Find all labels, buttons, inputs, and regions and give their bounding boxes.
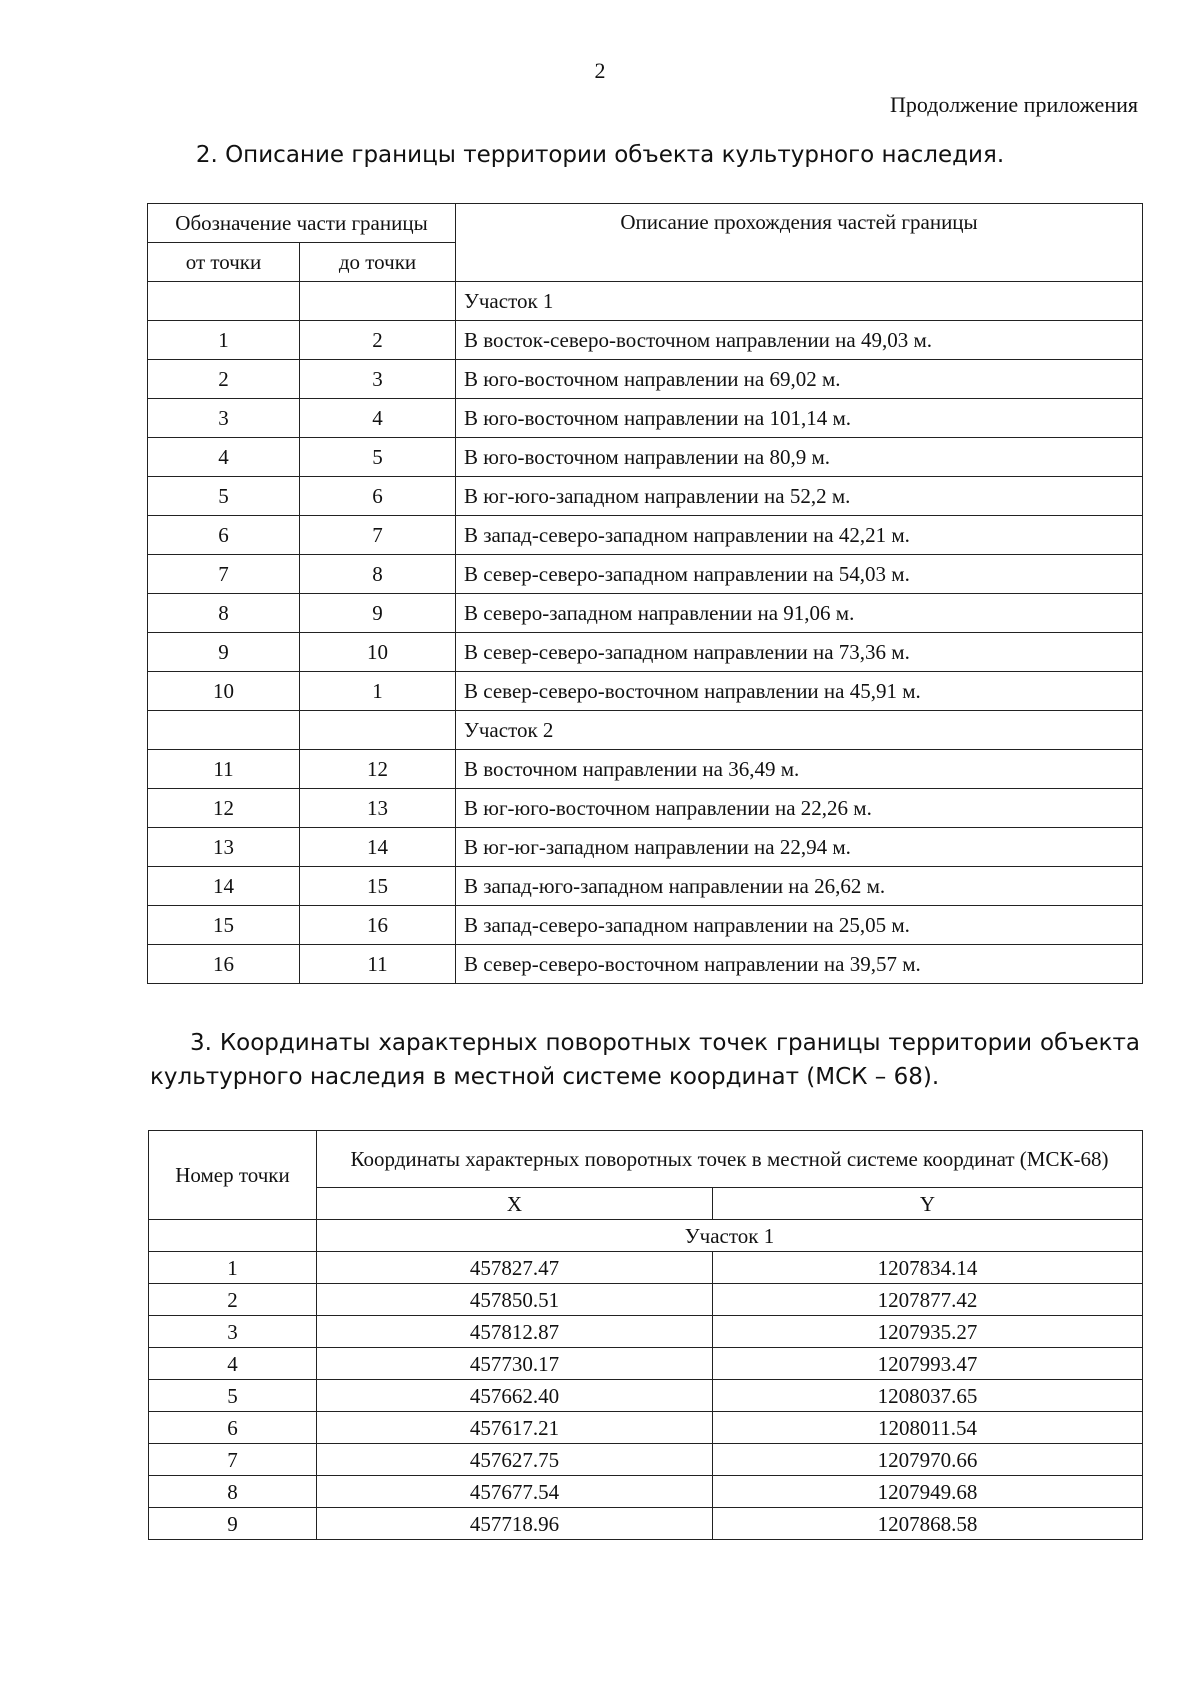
segment-description: В север-северо-западном направлении на 73,36 м. <box>456 633 1143 672</box>
table-row <box>148 789 1143 828</box>
page-number: 2 <box>594 58 606 83</box>
point-number: 6 <box>149 1412 317 1444</box>
to-point: 5 <box>300 438 456 477</box>
to-point: 9 <box>300 594 456 633</box>
to-point: 11 <box>300 945 456 984</box>
table-row <box>148 477 1143 516</box>
section-row <box>148 282 1143 321</box>
table-row <box>148 945 1143 984</box>
coord-y: 1207834.14 <box>713 1252 1143 1284</box>
to-point: 14 <box>300 828 456 867</box>
segment-description: В восток-северо-восточном направлении на 49,03 м. <box>456 321 1143 360</box>
from-point: 4 <box>148 438 300 477</box>
coord-y: 1207949.68 <box>713 1476 1143 1508</box>
header-description: Описание прохождения частей границы <box>456 204 1143 282</box>
coord-y: 1207993.47 <box>713 1348 1143 1380</box>
header-to-point: до точки <box>300 243 456 282</box>
segment-description: В север-северо-восточном направлении на 39,57 м. <box>456 945 1143 984</box>
coord-y: 1207935.27 <box>713 1316 1143 1348</box>
to-point: 15 <box>300 867 456 906</box>
from-point: 3 <box>148 399 300 438</box>
table-row <box>148 867 1143 906</box>
header-coordinates: Координаты характерных поворотных точек в местной системе координат (МСК-68) <box>317 1131 1143 1188</box>
coord-y: 1208037.65 <box>713 1380 1143 1412</box>
to-point: 1 <box>300 672 456 711</box>
segment-description: В запад-северо-западном направлении на 25,05 м. <box>456 906 1143 945</box>
to-point: 4 <box>300 399 456 438</box>
table-row <box>148 516 1143 555</box>
table-row <box>148 399 1143 438</box>
coord-x: 457617.21 <box>317 1412 713 1444</box>
from-point: 16 <box>148 945 300 984</box>
to-point: 2 <box>300 321 456 360</box>
segment-description: В юг-юг-западном направлении на 22,94 м. <box>456 828 1143 867</box>
to-point: 3 <box>300 360 456 399</box>
table-row <box>149 1380 1143 1412</box>
section-label: Участок 2 <box>456 711 1143 750</box>
coord-y: 1207868.58 <box>713 1508 1143 1540</box>
from-point: 6 <box>148 516 300 555</box>
table-row <box>149 1316 1143 1348</box>
from-point: 7 <box>148 555 300 594</box>
from-point: 9 <box>148 633 300 672</box>
coord-y: 1207877.42 <box>713 1284 1143 1316</box>
section-label: Участок 1 <box>456 282 1143 321</box>
table-row <box>148 633 1143 672</box>
to-point: 10 <box>300 633 456 672</box>
segment-description: В северо-западном направлении на 91,06 м. <box>456 594 1143 633</box>
table-row <box>148 906 1143 945</box>
to-point: 12 <box>300 750 456 789</box>
boundary-description-table <box>147 203 1143 984</box>
coord-x: 457662.40 <box>317 1380 713 1412</box>
point-number: 7 <box>149 1444 317 1476</box>
segment-description: В юг-юго-восточном направлении на 22,26 м. <box>456 789 1143 828</box>
from-point: 5 <box>148 477 300 516</box>
coord-y: 1208011.54 <box>713 1412 1143 1444</box>
table-row <box>148 672 1143 711</box>
from-point: 10 <box>148 672 300 711</box>
table-row <box>148 594 1143 633</box>
empty-cell <box>149 1220 317 1252</box>
empty-cell <box>148 711 300 750</box>
header-from-point: от точки <box>148 243 300 282</box>
section-2-heading: 2. Описание границы территории объекта культурного наследия. <box>195 142 1005 168</box>
coordinates-table-body <box>149 1220 1143 1540</box>
to-point: 8 <box>300 555 456 594</box>
table-row <box>149 1348 1143 1380</box>
table-row <box>148 750 1143 789</box>
segment-description: В восточном направлении на 36,49 м. <box>456 750 1143 789</box>
to-point: 6 <box>300 477 456 516</box>
segment-description: В юго-восточном направлении на 101,14 м. <box>456 399 1143 438</box>
header-designation: Обозначение части границы <box>148 204 456 243</box>
boundary-table-body <box>148 282 1143 984</box>
from-point: 12 <box>148 789 300 828</box>
section-row <box>148 711 1143 750</box>
coord-x: 457827.47 <box>317 1252 713 1284</box>
table-row <box>148 828 1143 867</box>
table-row <box>148 438 1143 477</box>
segment-description: В юг-юго-западном направлении на 52,2 м. <box>456 477 1143 516</box>
from-point: 14 <box>148 867 300 906</box>
header-x: X <box>317 1188 713 1220</box>
coord-x: 457718.96 <box>317 1508 713 1540</box>
continuation-note: Продолжение приложения <box>890 92 1138 117</box>
table-row <box>148 555 1143 594</box>
table-row <box>149 1412 1143 1444</box>
table-row <box>148 321 1143 360</box>
table-row <box>148 360 1143 399</box>
from-point: 8 <box>148 594 300 633</box>
point-number: 5 <box>149 1380 317 1412</box>
segment-description: В север-северо-западном направлении на 54,03 м. <box>456 555 1143 594</box>
point-number: 8 <box>149 1476 317 1508</box>
from-point: 1 <box>148 321 300 360</box>
from-point: 13 <box>148 828 300 867</box>
empty-cell <box>148 282 300 321</box>
segment-description: В север-северо-восточном направлении на 45,91 м. <box>456 672 1143 711</box>
section-row <box>149 1220 1143 1252</box>
point-number: 2 <box>149 1284 317 1316</box>
to-point: 16 <box>300 906 456 945</box>
coord-x: 457677.54 <box>317 1476 713 1508</box>
point-number: 3 <box>149 1316 317 1348</box>
section-label: Участок 1 <box>317 1220 1143 1252</box>
point-number: 1 <box>149 1252 317 1284</box>
section-3-heading: 3. Координаты характерных поворотных точек границы территории объекта культурного наследия в местной системе координат (МСК – 68). <box>150 1030 1140 1090</box>
segment-description: В юго-восточном направлении на 80,9 м. <box>456 438 1143 477</box>
coord-y: 1207970.66 <box>713 1444 1143 1476</box>
table-row <box>149 1284 1143 1316</box>
from-point: 2 <box>148 360 300 399</box>
table-row <box>149 1508 1143 1540</box>
header-y: Y <box>713 1188 1143 1220</box>
from-point: 11 <box>148 750 300 789</box>
segment-description: В юго-восточном направлении на 69,02 м. <box>456 360 1143 399</box>
coord-x: 457627.75 <box>317 1444 713 1476</box>
coordinates-table <box>148 1130 1143 1540</box>
point-number: 9 <box>149 1508 317 1540</box>
empty-cell <box>300 282 456 321</box>
coord-x: 457812.87 <box>317 1316 713 1348</box>
coord-x: 457850.51 <box>317 1284 713 1316</box>
segment-description: В запад-северо-западном направлении на 42,21 м. <box>456 516 1143 555</box>
point-number: 4 <box>149 1348 317 1380</box>
table-row <box>149 1444 1143 1476</box>
coord-x: 457730.17 <box>317 1348 713 1380</box>
to-point: 7 <box>300 516 456 555</box>
to-point: 13 <box>300 789 456 828</box>
header-point-number: Номер точки <box>149 1131 317 1220</box>
table-row <box>149 1476 1143 1508</box>
empty-cell <box>300 711 456 750</box>
from-point: 15 <box>148 906 300 945</box>
segment-description: В запад-юго-западном направлении на 26,62 м. <box>456 867 1143 906</box>
table-row <box>149 1252 1143 1284</box>
